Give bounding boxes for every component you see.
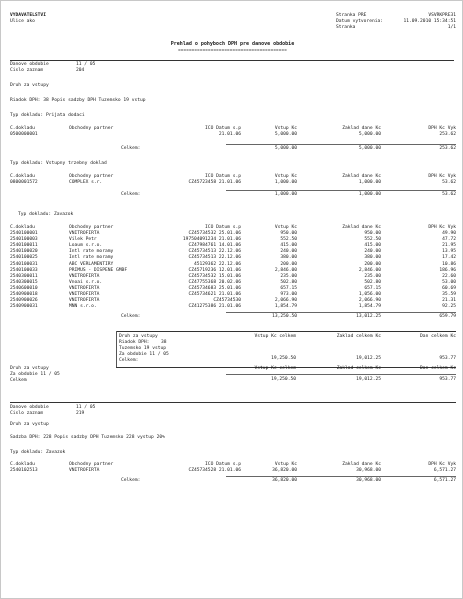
- cell-base: 240.00: [364, 249, 381, 255]
- period-label: Danove obdobie: [10, 405, 49, 410]
- cell-base: 502.80: [364, 279, 381, 285]
- cell-input: 973.00: [280, 292, 297, 297]
- cell-doc: 2540102513: [10, 468, 38, 473]
- cell-vat: 47.72: [442, 237, 456, 243]
- cell-vat: 53.00: [442, 279, 456, 285]
- cell-ico: 197504091234 21.01.06: [182, 237, 241, 243]
- cell-input: 657.15: [280, 285, 297, 291]
- cell-input: 200.00: [280, 261, 297, 267]
- cell-vat: 10.86: [442, 261, 456, 267]
- cell-vat: 92.25: [442, 304, 456, 310]
- col-header-base: Zaklad dane Kc: [342, 126, 381, 131]
- cell-doc: 2540900018: [10, 292, 38, 297]
- company-address: Ulice ako: [10, 19, 35, 24]
- cell-ico: CZ45734532 25.01.06: [188, 231, 241, 236]
- cell-ico: CZ45734532 15.01.06: [188, 273, 241, 279]
- cell-vat: 49.90: [442, 231, 456, 236]
- cell-base: 200.00: [364, 261, 381, 267]
- cell-input: 502.80: [280, 279, 297, 285]
- col-header-base: Zaklad dane Kc: [342, 225, 381, 230]
- period-value: 11 / 05: [76, 405, 96, 410]
- sum-vat: 659.79: [439, 314, 456, 319]
- page-number: 1/1: [447, 25, 456, 30]
- cell-ico: CZ45734683 25.01.06: [188, 285, 241, 291]
- cell-doc: 2540900031: [10, 304, 38, 310]
- sum-vat: 53.62: [442, 192, 456, 197]
- cell-doc: 2540300015: [10, 279, 38, 285]
- total-header-base: Zaklad celkem Kc: [336, 366, 381, 371]
- col-header-input: Vstup Kc: [274, 126, 297, 131]
- col-header-input: Vstup Kc: [274, 225, 297, 230]
- cell-ico: CZ45734530: [213, 298, 241, 304]
- period-value: 11 / 05: [76, 62, 96, 67]
- cell-base: 2,846.00: [358, 267, 381, 273]
- col-header-partner: Obchodny partner: [69, 462, 114, 467]
- cell-partner: VNITROFIRTA: [69, 285, 100, 291]
- cell-base: 5,000.00: [358, 132, 381, 137]
- cell-ico: CZ47755368 20.02.06: [188, 279, 241, 285]
- divider: [10, 402, 456, 403]
- total-base: 19,012.25: [356, 377, 381, 382]
- col-header-input: Vstup Kc: [274, 462, 297, 467]
- cell-doc: 2540100033: [10, 267, 38, 273]
- total-header-vat: Dan celkem Kc: [420, 366, 456, 371]
- col-header-vat: DPH Kc Vyk: [428, 462, 456, 467]
- col-header-doc: C.dokladu: [10, 174, 35, 179]
- summary-base: 19,012.25: [356, 356, 381, 361]
- cell-input: 950.00: [280, 231, 297, 236]
- cell-base: 30,968.00: [356, 468, 381, 473]
- cell-doc: 2540300011: [10, 273, 38, 279]
- cell-partner: ABC VERLAMENTIRY: [69, 261, 114, 267]
- total-label: Celkem: [10, 378, 27, 383]
- sum-base: 30,968.00: [356, 478, 381, 483]
- cell-vat: 60.69: [442, 285, 456, 291]
- summary-header-base: Zaklad celkem Kc: [336, 334, 381, 339]
- total-header-input: Vstup Kc celkem: [254, 366, 296, 371]
- col-header-partner: Obchodny partner: [69, 225, 114, 230]
- cell-base: 415.00: [364, 243, 381, 249]
- period-label: Danove obdobie: [10, 62, 49, 67]
- report-title: Prehlad o pohyboch DPH pre danove obdobie: [170, 41, 295, 47]
- summary-direction: Druh za vstupy: [119, 334, 158, 339]
- doc-type-title: Typ dokladu: Zavazok: [18, 212, 74, 217]
- summary-rate-value: 38: [161, 340, 167, 345]
- cell-input: 5,000.00: [274, 132, 297, 137]
- cell-ico: 45129362 22.12.06: [193, 261, 241, 267]
- col-header-ico: ICO Datum s.p: [205, 174, 241, 179]
- cell-doc: 2540100025: [10, 255, 38, 261]
- sum-divider: [226, 144, 456, 145]
- cell-doc: 2540100020: [10, 249, 38, 255]
- cell-partner: VNITROFIRTA: [69, 292, 100, 297]
- summary-header-input: Vstup Kc celkem: [254, 334, 296, 339]
- summary-rate-label: Riadok DPH:: [119, 340, 150, 345]
- summary-total-label: Celkem:: [119, 358, 139, 363]
- cell-partner: Intl rate moramy: [69, 255, 114, 261]
- cell-base: 552.50: [364, 237, 381, 243]
- cell-base: 235.00: [364, 273, 381, 279]
- sum-label: Celkem:: [121, 192, 141, 197]
- cell-doc: 2540600010: [10, 285, 38, 291]
- cell-ico: CZ47984761 14.01.06: [188, 243, 241, 249]
- direction-label: Druh za vstupy: [10, 83, 49, 88]
- col-header-vat: DPH Kc Vyk: [428, 225, 456, 230]
- cell-vat: 21.31: [442, 298, 456, 304]
- cell-vat: 6,571.27: [433, 468, 456, 473]
- cell-doc: 2540100011: [10, 243, 38, 249]
- cell-vat: 35.59: [442, 292, 456, 297]
- total-vat: 953.77: [439, 377, 456, 382]
- sum-base: 5,000.00: [358, 146, 381, 151]
- col-header-vat: DPH Kc Vyk: [428, 126, 456, 131]
- cell-input: 235.00: [280, 273, 297, 279]
- cell-vat: 53.62: [442, 180, 456, 185]
- cell-doc: 2540100001: [10, 231, 38, 236]
- cell-base: 1,056.00: [358, 292, 381, 297]
- col-header-base: Zaklad dane Kc: [342, 462, 381, 467]
- summary-header-vat: Dan celkem Kc: [420, 334, 456, 339]
- cell-input: 380.00: [280, 255, 297, 261]
- cell-doc: 2540900026: [10, 298, 38, 304]
- col-header-input: Vstup Kc: [274, 174, 297, 179]
- cell-ico: CZ45719236 12.01.06: [188, 267, 241, 273]
- direction-label: Druh za vystup: [10, 422, 49, 427]
- cell-input: 552.50: [280, 237, 297, 243]
- record-label: Cislo zaznam: [10, 411, 44, 416]
- total-divider: [226, 374, 456, 375]
- created-date: 11.09.2010 15:34:51: [403, 19, 456, 24]
- cell-partner: PRIMUS - DISPENE GMBF: [69, 267, 128, 273]
- sum-divider: [226, 476, 456, 477]
- cell-input: 415.00: [280, 243, 297, 249]
- cell-base: 1,854.79: [358, 304, 381, 310]
- summary-rate-desc: Tuzemsko 19 vstup: [119, 346, 167, 351]
- total-input: 19,250.50: [271, 377, 296, 382]
- col-header-ico: ICO Datum s.p: [205, 126, 241, 131]
- divider: [10, 60, 454, 61]
- record-value: 204: [76, 68, 85, 73]
- sum-divider: [226, 312, 456, 313]
- cell-input: 2,846.00: [274, 267, 297, 273]
- record-value: 219: [76, 411, 85, 416]
- cell-vat: 22.60: [442, 273, 456, 279]
- summary-left-line: [116, 331, 117, 367]
- doc-type-title: Typ dokladu: Zavazok: [10, 450, 66, 455]
- cell-input: 1,000.00: [274, 180, 297, 185]
- sum-input: 36,820.00: [272, 478, 297, 483]
- col-header-base: Zaklad dane Kc: [342, 174, 381, 179]
- sum-label: Celkem:: [121, 314, 141, 319]
- cell-partner: COMPLEX s.r.: [69, 180, 103, 185]
- created-label: Datum vytvorenia:: [336, 19, 384, 24]
- cell-partner: VNITROFIRTA: [69, 468, 100, 473]
- report-label: Stranka PRE: [336, 13, 367, 18]
- cell-partner: Vilek Petr: [69, 237, 97, 243]
- summary-period: Za obdobie 11 / 05: [119, 352, 169, 357]
- col-header-partner: Obchodny partner: [69, 126, 114, 131]
- summary-top-line: [116, 331, 456, 332]
- sum-base: 1,000.00: [358, 192, 381, 197]
- sum-base: 13,012.25: [356, 314, 381, 319]
- sum-vat: 253.62: [439, 146, 456, 151]
- cell-partner: VNITROFIRTA: [69, 273, 100, 279]
- cell-vat: 253.62: [439, 132, 456, 137]
- cell-partner: VNITROFIRTA: [69, 231, 100, 236]
- cell-ico: CZ45723458 21.01.06: [188, 180, 241, 185]
- cell-base: 2,066.90: [358, 298, 381, 304]
- cell-vat: 17.42: [442, 255, 456, 261]
- sum-divider: [226, 190, 456, 191]
- sum-input: 1,000.00: [274, 192, 297, 197]
- cell-partner: VNITROFIRTA: [69, 298, 100, 304]
- report-code: VSVRKPRE31: [428, 13, 456, 18]
- cell-vat: 13.95: [442, 249, 456, 255]
- report-title-underline: ========================================: [178, 47, 287, 52]
- cell-base: 380.00: [364, 255, 381, 261]
- cell-base: 1,000.00: [358, 180, 381, 185]
- col-header-doc: C.dokladu: [10, 225, 35, 230]
- total-direction: Druh za vstupy: [10, 366, 49, 371]
- summary-vat: 953.77: [439, 356, 456, 361]
- cell-doc: 2540100031: [10, 261, 38, 267]
- cell-doc: 0800001572: [10, 180, 38, 185]
- cell-base: 950.00: [364, 231, 381, 236]
- cell-input: 1,854.79: [274, 304, 297, 310]
- cell-partner: MNN s.r.o.: [69, 304, 97, 310]
- cell-doc: 0500000001: [10, 132, 38, 137]
- cell-vat: 186.96: [439, 267, 456, 273]
- company-name: VYDAVATELSTVI: [10, 13, 46, 18]
- cell-ico: 21.01.06: [218, 132, 241, 137]
- sum-label: Celkem:: [121, 478, 141, 483]
- vat-rate-line: Riadok DPH: 38 Popis sadzby DPH Tuzemsko 19 vstup: [10, 98, 146, 103]
- cell-ico: CZ45734513 22.12.06: [188, 249, 241, 255]
- cell-base: 657.15: [364, 285, 381, 291]
- cell-doc: 2540100003: [10, 237, 38, 243]
- doc-type-title: Typ dokladu: Prijata dodaci: [10, 113, 85, 118]
- total-period: Za obdobie 11 / 05: [10, 372, 60, 377]
- cell-ico: CZ45734621 21.01.06: [188, 292, 241, 297]
- sum-label: Celkem:: [121, 146, 141, 151]
- col-header-vat: DPH Kc Vyk: [428, 174, 456, 179]
- col-header-ico: ICO Datum s.p: [205, 462, 241, 467]
- cell-vat: 21.95: [442, 243, 456, 249]
- cell-ico: CZ45734528 21.01.06: [188, 468, 241, 473]
- sum-input: 13,250.50: [272, 314, 297, 319]
- cell-partner: Intl rate moramy: [69, 249, 114, 255]
- page-label: Stranka: [336, 25, 356, 30]
- vat-rate-line: Sadzba DPH: 228 Popis sadzby DPH Tuzemsko 228 vystup 20%: [10, 435, 165, 440]
- doc-type-title: Typ dokladu: Vstupny trzebny doklad: [10, 161, 107, 166]
- summary-input: 19,250.50: [271, 356, 296, 361]
- cell-input: 240.00: [280, 249, 297, 255]
- col-header-doc: C.dokladu: [10, 462, 35, 467]
- sum-vat: 6,571.27: [433, 478, 456, 483]
- cell-input: 36,820.00: [272, 468, 297, 473]
- cell-partner: Vnoai s.r.o.: [69, 279, 103, 285]
- col-header-ico: ICO Datum s.p: [205, 225, 241, 230]
- cell-ico: CZ45734513 22.12.06: [188, 255, 241, 261]
- record-label: Cislo zaznam: [10, 68, 44, 73]
- sum-input: 5,000.00: [274, 146, 297, 151]
- cell-partner: Loaum s.r.o.: [69, 243, 103, 249]
- cell-ico: CZ41275386 21.01.06: [188, 304, 241, 310]
- cell-input: 2,066.90: [274, 298, 297, 304]
- col-header-doc: C.dokladu: [10, 126, 35, 131]
- col-header-partner: Obchodny partner: [69, 174, 114, 179]
